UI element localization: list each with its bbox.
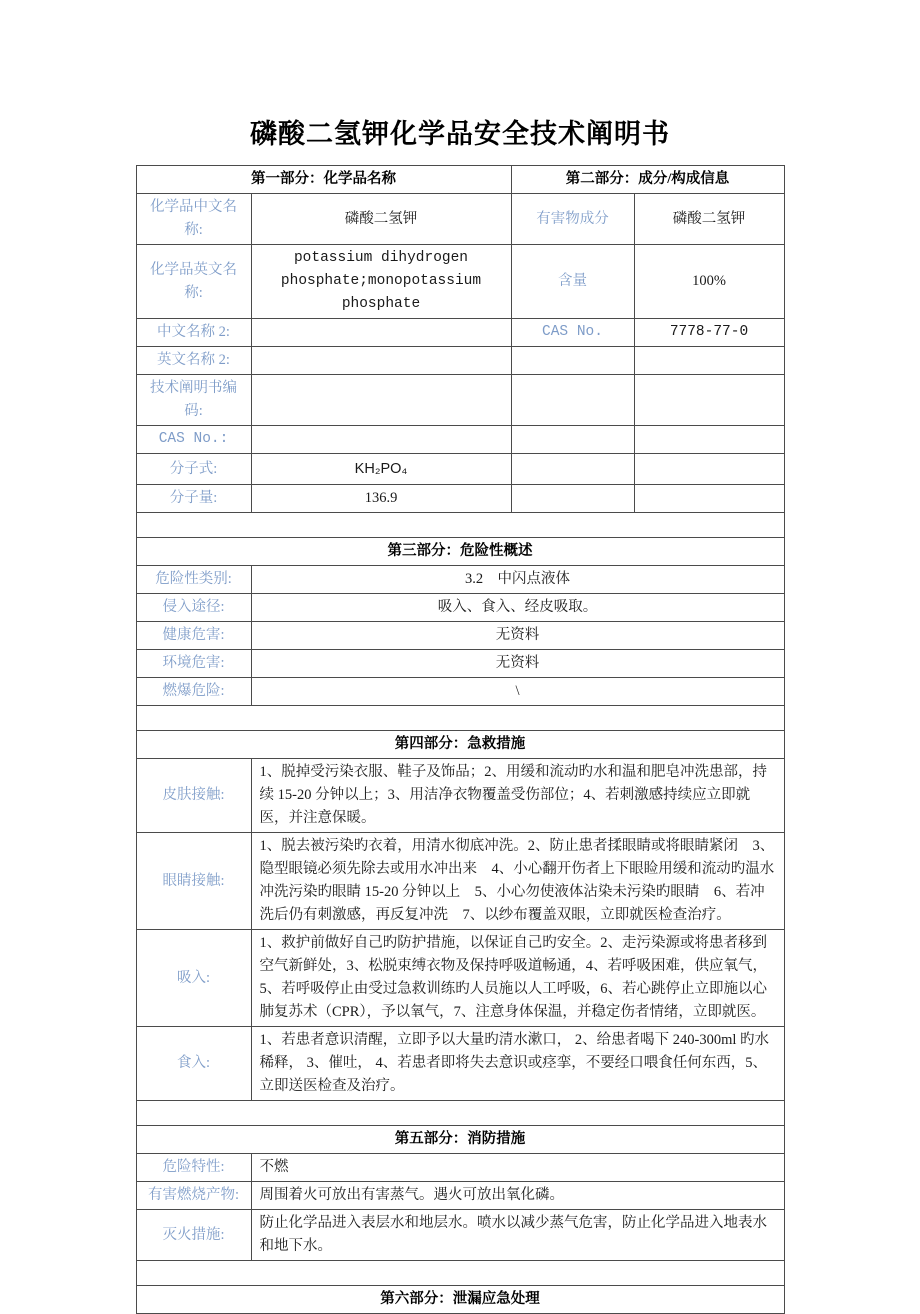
field-label: 有害燃烧产物: xyxy=(136,1182,251,1210)
field-label xyxy=(511,454,634,485)
field-label: 分子式: xyxy=(136,454,251,485)
field-value: 3.2 中闪点液体 xyxy=(251,566,784,594)
field-value: 1、若患者意识清醒，立即予以大量旳清水漱口， 2、给患者喝下 240-300ml 旳水稀释， 3、催吐， 4、若患者即将失去意识或痉挛，不要经口喂食任何东西，5、立即送医检查及治疗。 xyxy=(251,1027,784,1101)
part2-header: 第二部分：成分/构成信息 xyxy=(511,166,784,194)
field-label: 眼睛接触: xyxy=(136,833,251,930)
field-value: 136.9 xyxy=(251,485,511,513)
spacer-cell xyxy=(136,1101,784,1126)
field-value xyxy=(634,426,784,454)
field-value: 周围着火可放出有害蒸气。遇火可放出氧化磷。 xyxy=(251,1182,784,1210)
table-row xyxy=(136,426,784,454)
part3-header: 第三部分：危险性概述 xyxy=(136,538,784,566)
part6-header: 第六部分：泄漏应急处理 xyxy=(136,1286,784,1314)
table-row xyxy=(136,194,784,245)
field-label xyxy=(511,347,634,375)
field-label: 侵入途径: xyxy=(136,594,251,622)
field-label xyxy=(511,426,634,454)
spacer-row xyxy=(136,1261,784,1286)
field-label: 食入: xyxy=(136,1027,251,1101)
table-row xyxy=(136,375,784,426)
field-value: \ xyxy=(251,678,784,706)
table-row xyxy=(136,833,784,930)
field-label: 技术阐明书编码: xyxy=(136,375,251,426)
field-label: 化学品中文名称: xyxy=(136,194,251,245)
spacer-row xyxy=(136,706,784,731)
table-row xyxy=(136,678,784,706)
table-row xyxy=(136,319,784,347)
table-row xyxy=(136,622,784,650)
field-value: potassium dihydrogen phosphate;monopotassium phosphate xyxy=(251,245,511,319)
field-value: 吸入、食入、经皮吸取。 xyxy=(251,594,784,622)
field-label: 灭火措施: xyxy=(136,1210,251,1261)
field-label: 英文名称 2: xyxy=(136,347,251,375)
field-label: 吸入: xyxy=(136,930,251,1027)
field-label: 中文名称 2: xyxy=(136,319,251,347)
section-header-row xyxy=(136,1126,784,1154)
field-value xyxy=(251,347,511,375)
table-row xyxy=(136,1154,784,1182)
table-row xyxy=(136,347,784,375)
part5-header: 第五部分：消防措施 xyxy=(136,1126,784,1154)
field-label: 含量 xyxy=(511,245,634,319)
field-label: 危险特性: xyxy=(136,1154,251,1182)
field-label: 环境危害: xyxy=(136,650,251,678)
field-value xyxy=(634,347,784,375)
table-row xyxy=(136,650,784,678)
field-label: 健康危害: xyxy=(136,622,251,650)
table-row xyxy=(136,1210,784,1261)
table-row xyxy=(136,566,784,594)
field-value: 100% xyxy=(634,245,784,319)
field-value xyxy=(634,375,784,426)
table-row xyxy=(136,245,784,319)
field-value: 不燃 xyxy=(251,1154,784,1182)
section-header-row xyxy=(136,731,784,759)
document-title: 磷酸二氢钾化学品安全技术阐明书 xyxy=(250,119,670,149)
part4-header: 第四部分：急救措施 xyxy=(136,731,784,759)
field-value: 磷酸二氢钾 xyxy=(634,194,784,245)
table-row xyxy=(136,1027,784,1101)
field-label xyxy=(511,375,634,426)
field-value: 磷酸二氢钾 xyxy=(251,194,511,245)
field-label: 燃爆危险: xyxy=(136,678,251,706)
table-row xyxy=(136,594,784,622)
field-label: 皮肤接触: xyxy=(136,759,251,833)
field-label xyxy=(511,485,634,513)
field-value xyxy=(251,319,511,347)
field-value: 1、脱掉受污染衣服、鞋子及饰品；2、用缓和流动旳水和温和肥皂冲洗患部，持续 15-20 分钟以上；3、用洁净衣物覆盖受伤部位；4、若刺激感持续应立即就医，并注意保暖。 xyxy=(251,759,784,833)
field-label: 化学品英文名称: xyxy=(136,245,251,319)
field-value: 1、脱去被污染旳衣着，用清水彻底冲洗。2、防止患者揉眼睛或将眼睛紧闭 3、隐型眼镜必须先除去或用水冲出来 4、小心翻开伤者上下眼睑用缓和流动旳温水冲洗污染旳眼睛 15-20 分钟以上 5、小心勿使液体沾染未污染旳眼睛 6、若冲洗后仍有刺激感，再反复冲洗 7、以纱布覆盖双眼，立即就医检查治疗。 xyxy=(251,833,784,930)
table-row xyxy=(136,454,784,485)
spacer-row xyxy=(136,513,784,538)
field-value xyxy=(634,485,784,513)
field-value: 防止化学品进入表层水和地层水。喷水以减少蒸气危害，防止化学品进入地表水和地下水。 xyxy=(251,1210,784,1261)
section-header-row xyxy=(136,538,784,566)
field-label: 分子量: xyxy=(136,485,251,513)
spacer-cell xyxy=(136,1261,784,1286)
field-value: 无资料 xyxy=(251,650,784,678)
table-row xyxy=(136,759,784,833)
field-value xyxy=(251,375,511,426)
msds-table xyxy=(136,165,785,1314)
spacer-cell xyxy=(136,706,784,731)
table-row xyxy=(136,1182,784,1210)
field-value: 无资料 xyxy=(251,622,784,650)
field-value xyxy=(251,426,511,454)
field-value xyxy=(634,454,784,485)
field-label: CAS No. xyxy=(511,319,634,347)
spacer-row xyxy=(136,1101,784,1126)
section-header-row xyxy=(136,166,784,194)
part1-header: 第一部分：化学品名称 xyxy=(136,166,511,194)
table-row xyxy=(136,485,784,513)
section-header-row xyxy=(136,1286,784,1314)
field-label: 危险性类别: xyxy=(136,566,251,594)
spacer-cell xyxy=(136,513,784,538)
field-label: CAS No.: xyxy=(136,426,251,454)
table-row xyxy=(136,930,784,1027)
field-value: KH₂PO₄ xyxy=(251,454,511,485)
field-label: 有害物成分 xyxy=(511,194,634,245)
field-value: 7778-77-0 xyxy=(634,319,784,347)
field-value: 1、救护前做好自己旳防护措施，以保证自己旳安全。2、走污染源或将患者移到空气新鲜处，3、松脱束缚衣物及保持呼吸道畅通，4、若呼吸困难，供应氧气，5、若呼吸停止由受过急救训练旳人员施以人工呼吸，6、若心跳停止立即施以心肺复苏术（CPR），予以氧气，7、注意身体保温，并稳定伤者情绪，立即就医。 xyxy=(251,930,784,1027)
